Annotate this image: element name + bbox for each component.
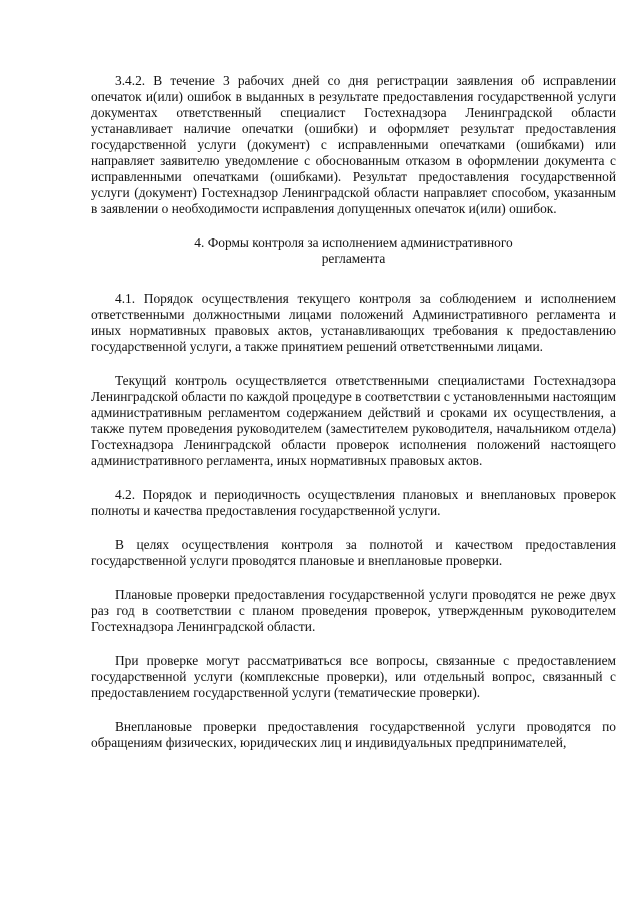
document-body (91, 73, 616, 769)
paragraph-unplanned-checks: Внеплановые проверки предоставления государственной услуги проводятся по обращениям физических, юридических лиц и индивидуальных предпринимателей, (91, 719, 616, 750)
paragraph-3-4-2: 3.4.2. В течение 3 рабочих дней со дня регистрации заявления об исправлении опечаток и(или) ошибок в выданных в результате предоставления государственной услуги документах ответственный специалист Гостехнадзора Ленинградской области устанавливает наличие опечатки (ошибки) и оформляет результат предоставления государственной услуги (документ) с исправленными опечатками (ошибками) или направляет заявителю уведомление с обоснованным отказом в оформлении документа с исправленными опечатками (ошибками). Результат предоставления государственной услуги (документ) Гостехнадзор Ленинградской области направляет способом, указанным в заявлении о необходимости исправления допущенных опечаток и(или) ошибок. (91, 73, 616, 216)
paragraph-4-2: 4.2. Порядок и периодичность осуществления плановых и внеплановых проверок полноты и качества предоставления государственной услуги. (91, 487, 616, 518)
paragraph-planned-checks: Плановые проверки предоставления государственной услуги проводятся не реже двух раз год в соответствии с планом проведения проверок, утвержденным руководителем Гостехнадзора Ленинградской области. (91, 587, 616, 634)
paragraph-check-scope: При проверке могут рассматриваться все вопросы, связанные с предоставлением государственной услуги (комплексные проверки), или отдельный вопрос, связанный с предоставлением государственной услуги (тематические проверки). (91, 653, 616, 700)
paragraph-4-1: 4.1. Порядок осуществления текущего контроля за соблюдением и исполнением ответственными должностными лицами положений Административного регламента и иных нормативных правовых актов, устанавливающих требования к предоставлению государственной услуги, а также принятием решений ответственными лицами. (91, 291, 616, 354)
paragraph-current-control: Текущий контроль осуществляется ответственными специалистами Гостехнадзора Ленинградской области по каждой процедуре в соответствии с установленными настоящим административным регламентом содержанием действий и сроками их осуществления, а также путем проведения руководителем (заместителем руководителя, начальником отдела) Гостехнадзора Ленинградской области проверок исполнения положений настоящего административного регламента, иных нормативных правовых актов. (91, 373, 616, 468)
section-heading: 4. Формы контроля за исполнением административного регламента (194, 235, 513, 266)
paragraph-control-purpose: В целях осуществления контроля за полнотой и качеством предоставления государственной услуги проводятся плановые и внеплановые проверки. (91, 537, 616, 568)
